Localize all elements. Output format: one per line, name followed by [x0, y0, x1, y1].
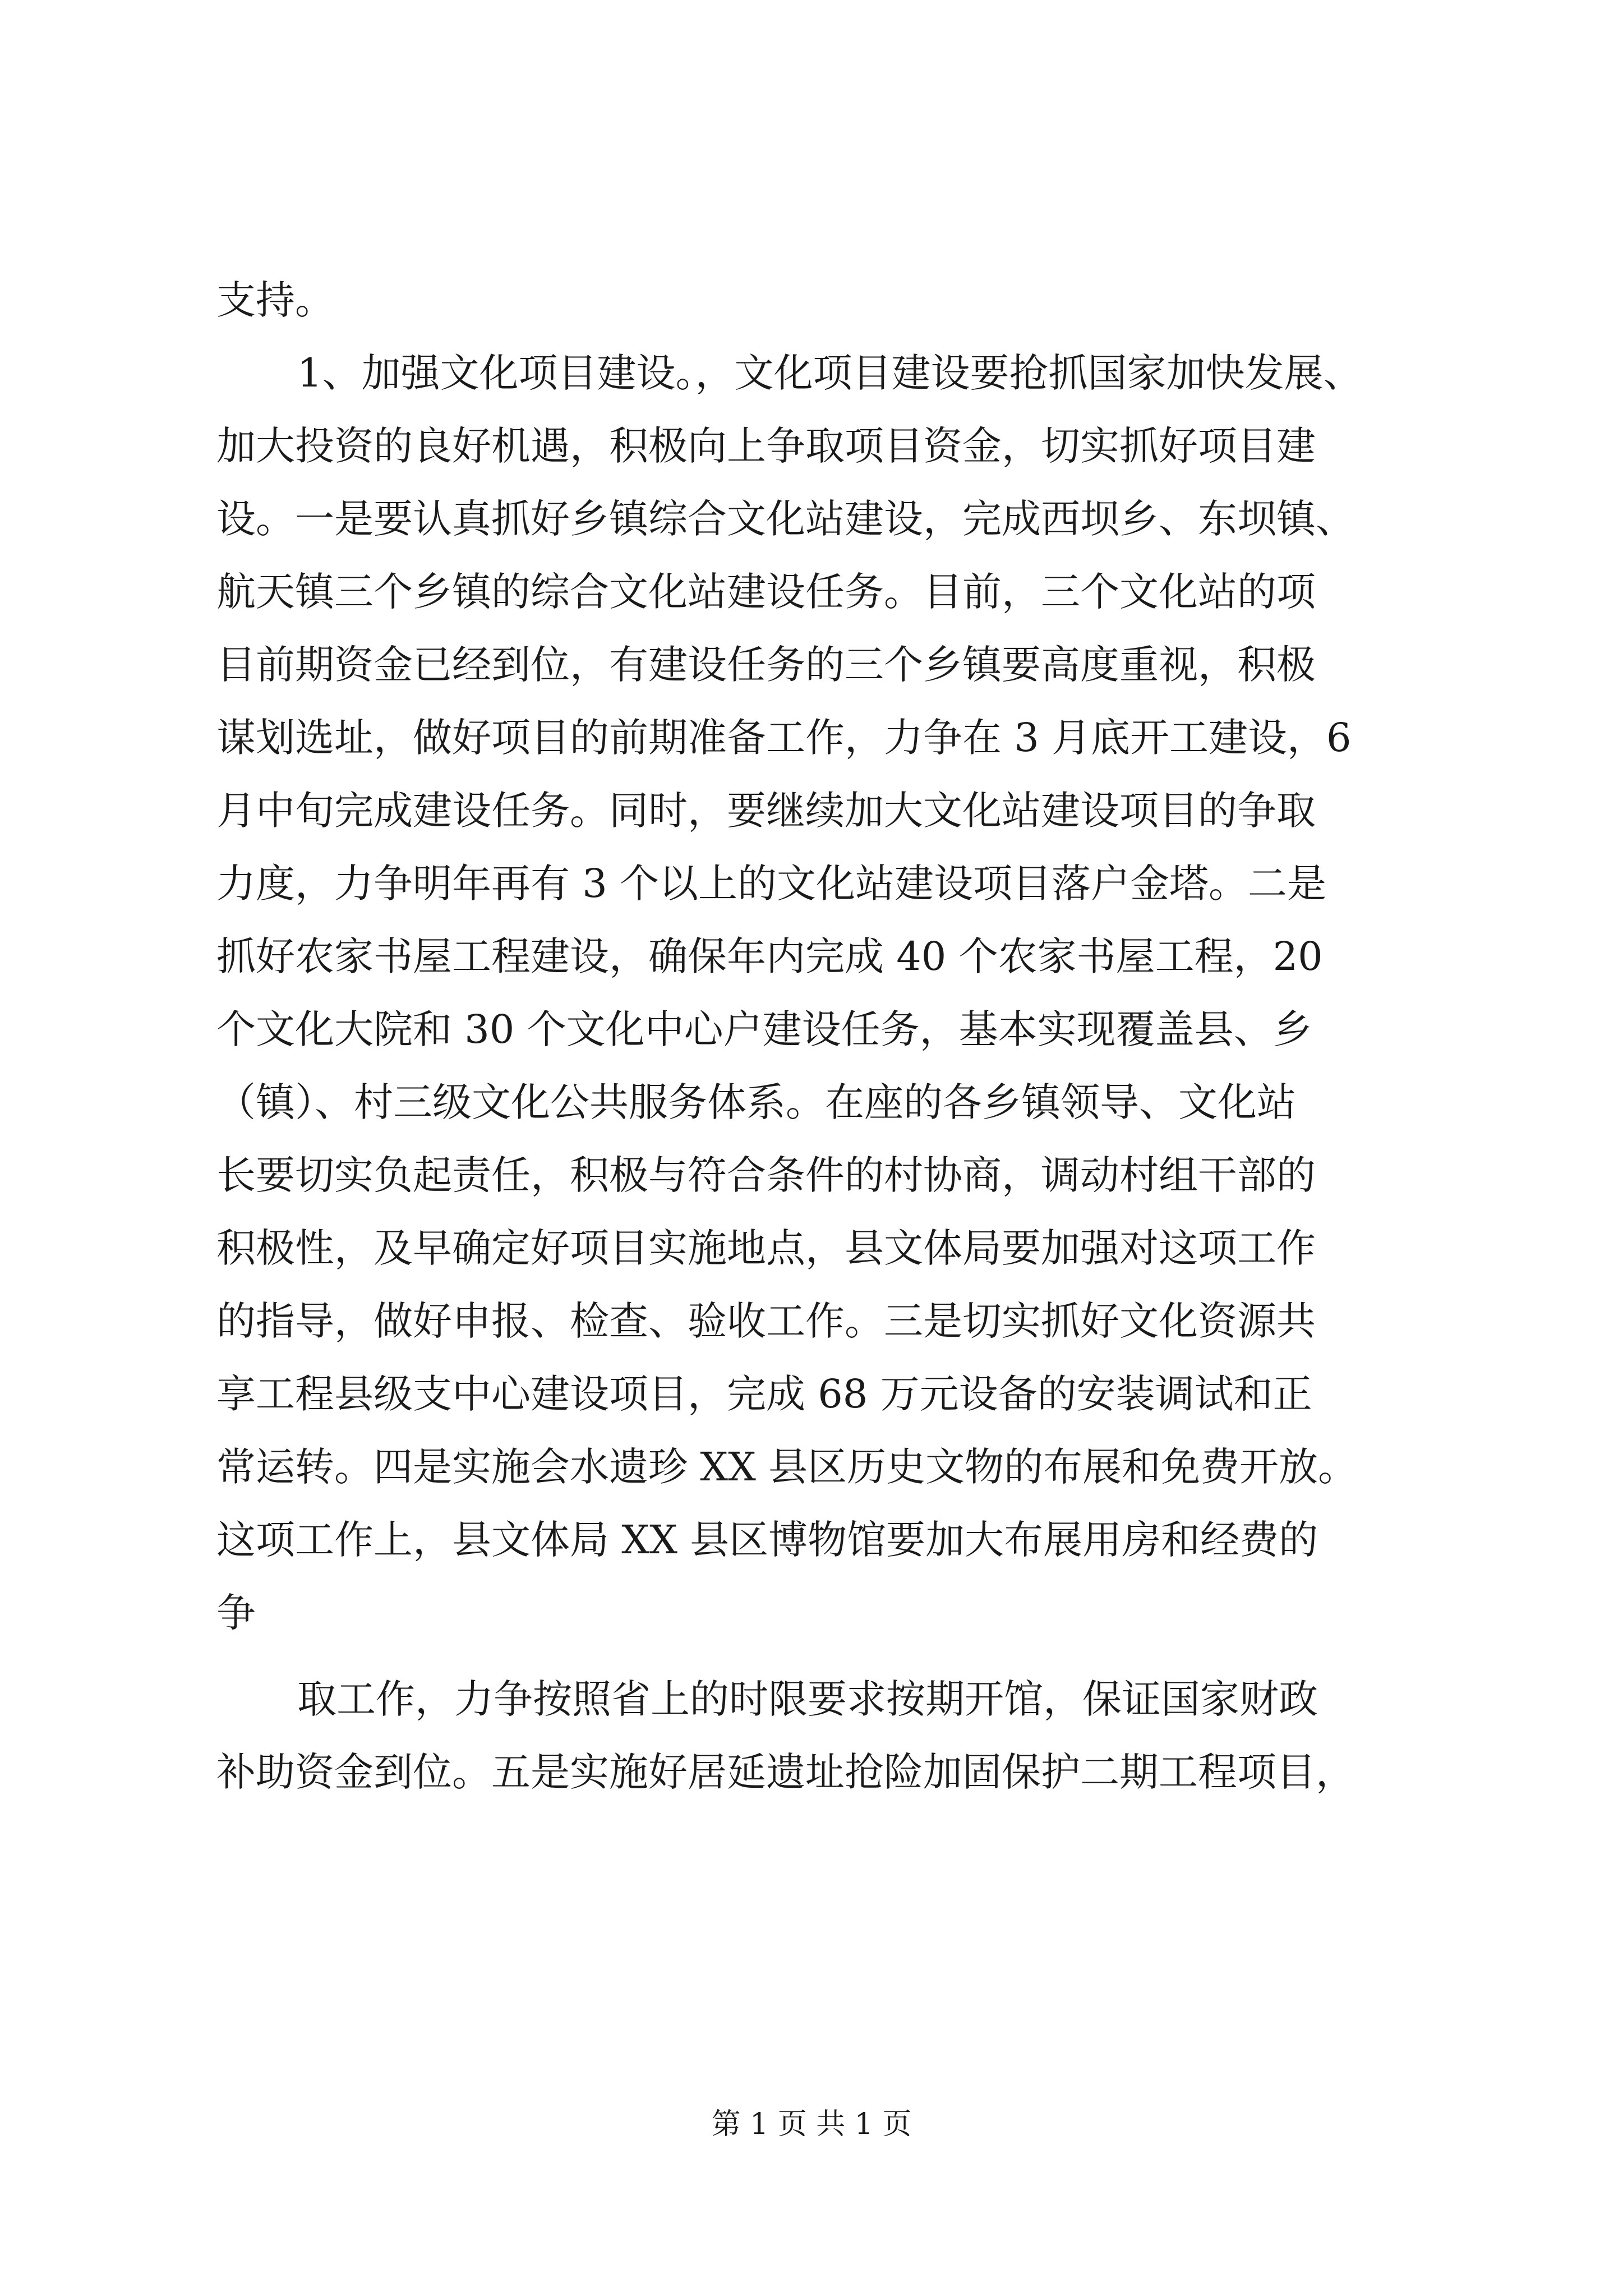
text-line: 的指导，做好申报、检查、验收工作。三是切实抓好文化资源共	[216, 1298, 1316, 1344]
text-line: 力度，力争明年再有 3 个以上的文化站建设项目落户金塔。二是	[216, 861, 1327, 907]
text-line: 支持。	[216, 277, 334, 323]
page-footer: 第 1 页 共 1 页	[711, 2108, 912, 2141]
text-line: 抓好农家书屋工程建设，确保年内完成 40 个农家书屋工程，20	[216, 933, 1323, 979]
document-body	[216, 264, 1467, 1809]
paragraph-continuation-line: 取工作，力争按照省上的时限要求按期开馆，保证国家财政	[297, 1676, 1318, 1722]
text-line: 谋划选址，做好项目的前期准备工作，力争在 3 月底开工建设，6	[216, 715, 1352, 761]
text-line: 常运转。四是实施会水遗珍 XX 县区历史文物的布展和免费开放。	[216, 1444, 1358, 1490]
text-line: 这项工作上，县文体局 XX 县区博物馆要加大布展用房和经费的	[216, 1517, 1318, 1563]
text-line: 争	[216, 1590, 256, 1636]
text-line: 设。一是要认真抓好乡镇综合文化站建设，完成西坝乡、东坝镇、	[216, 496, 1355, 542]
text-line: 个文化大院和 30 个文化中心户建设任务，基本实现覆盖县、乡	[216, 1006, 1312, 1052]
text-line: 加大投资的良好机遇，积极向上争取项目资金，切实抓好项目建	[216, 423, 1316, 469]
text-line: 目前期资金已经到位，有建设任务的三个乡镇要高度重视，积极	[216, 642, 1316, 688]
text-line: 积极性，及早确定好项目实施地点，县文体局要加强对这项工作	[216, 1225, 1316, 1271]
text-line: （镇）、村三级文化公共服务体系。在座的各乡镇领导、文化站	[216, 1079, 1296, 1125]
text-line: 月中旬完成建设任务。同时，要继续加大文化站建设项目的争取	[216, 788, 1316, 834]
text-line: 长要切实负起责任，积极与符合条件的村协商，调动村组干部的	[216, 1152, 1316, 1198]
text-line: 补助资金到位。五是实施好居延遗址抢险加固保护二期工程项目，	[216, 1749, 1355, 1795]
text-line: 享工程县级支中心建设项目，完成 68 万元设备的安装调试和正	[216, 1371, 1312, 1417]
text-line: 航天镇三个乡镇的综合文化站建设任务。目前，三个文化站的项	[216, 569, 1316, 615]
paragraph-heading-line: 1、加强文化项目建设。，文化项目建设要抢抓国家加快发展、	[297, 350, 1363, 396]
